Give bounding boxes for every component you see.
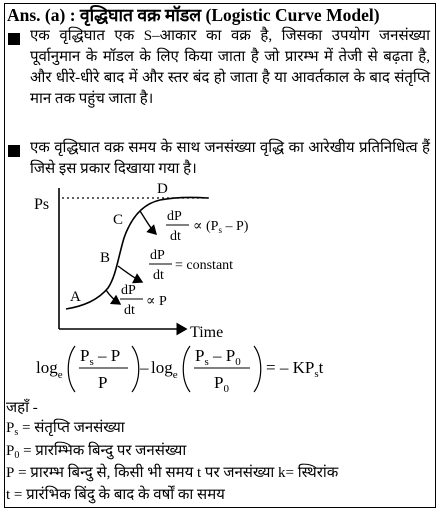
definition-ps: $P_s$ = संतृप्ति जनसंख्या bbox=[6, 420, 125, 438]
rate-b-numerator: dP bbox=[150, 248, 165, 263]
rate-b-denominator: dt bbox=[153, 268, 164, 283]
equation-log-2: $\log_e$ bbox=[151, 358, 178, 381]
paragraph-logistic-definition: एक वृद्धिघात एक S–आकार का वक्र है, जिसका उपयोग जनसंख्या पूर्वानुमान के मॉडल के लिए किया जाता है जो प्रारम्भ में तेजी से बढ़ता है, और धीरे-धीरे बाद में और स्तर बंद हो जाता है या आवर्तकाल के बाद संतृप्ति मान तक पहुंच जाता है। bbox=[30, 28, 430, 107]
equation-rhs: = – $KP_st$ bbox=[266, 358, 324, 380]
paren-left-1 bbox=[68, 346, 75, 392]
logistic-equation bbox=[0, 340, 442, 398]
where-label: जहाँ - bbox=[6, 400, 38, 416]
fraction-1-numerator: $P_s$ – P bbox=[80, 346, 121, 368]
definition-p0: $P_0$ = प्रारम्भिक बिन्दु पर जनसंख्या bbox=[6, 443, 187, 461]
x-axis-label: Time bbox=[190, 324, 224, 341]
paren-left-2 bbox=[183, 346, 190, 392]
equation-minus: – bbox=[140, 358, 149, 377]
rate-c-numerator: dP bbox=[167, 209, 182, 224]
fraction-1-denominator: P bbox=[98, 373, 108, 392]
rate-a-expression: ∝ P bbox=[146, 294, 167, 309]
rate-c-expression: ∝ $(P_s - P)$ bbox=[193, 219, 249, 235]
point-b-label: B bbox=[100, 250, 111, 266]
rate-a-numerator: dP bbox=[121, 283, 136, 298]
rate-b-expression: = constant bbox=[175, 258, 234, 273]
point-d-label: D bbox=[157, 181, 168, 197]
paragraph-curve-intro: एक वृद्धिघात वक्र समय के साथ जनसंख्या वृद्धि का आरेखीय प्रतिनिधित्व हैं जिसे इस प्रकार दिखाया गया है। bbox=[30, 140, 430, 177]
rate-a-denominator: dt bbox=[124, 303, 135, 318]
rate-c-denominator: dt bbox=[170, 229, 181, 244]
paren-right-2 bbox=[254, 346, 261, 392]
definition-t: t = प्रारंभिक बिंदु के बाद के वर्षों का समय bbox=[6, 487, 225, 503]
fraction-2-denominator: $P_0$ bbox=[214, 373, 229, 395]
logistic-curve-diagram bbox=[0, 176, 442, 342]
s-curve bbox=[66, 197, 208, 309]
arrow-a bbox=[106, 290, 120, 304]
answer-heading: Ans. (a) : वृद्धिघात वक्र मॉडल (Logistic Curve Model) bbox=[7, 5, 380, 25]
point-a-label: A bbox=[70, 289, 81, 305]
y-axis-label: Ps bbox=[34, 196, 50, 213]
point-c-label: C bbox=[113, 212, 124, 228]
paren-right-1 bbox=[132, 346, 139, 392]
arrow-b bbox=[118, 266, 142, 282]
bullet-icon bbox=[8, 145, 20, 157]
arrow-c bbox=[140, 211, 156, 234]
definition-p: P = प्रारम्भ बिन्दु से, किसी भी समय t पर जनसंख्या k= स्थिरांक bbox=[6, 465, 339, 481]
equation-log-1: $\log_e$ bbox=[36, 358, 63, 381]
bullet-icon bbox=[8, 33, 20, 45]
fraction-2-numerator: $P_s - P_0$ bbox=[195, 346, 241, 368]
